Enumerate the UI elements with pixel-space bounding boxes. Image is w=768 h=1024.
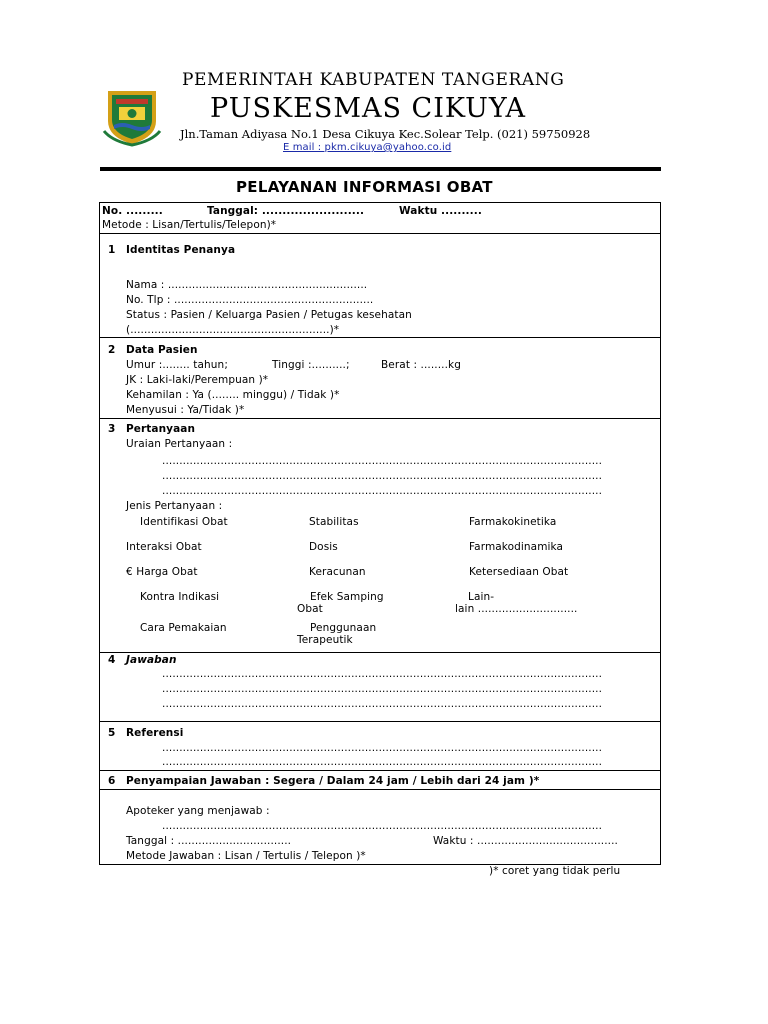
government-name: PEMERINTAH KABUPATEN TANGERANG	[182, 70, 565, 90]
address-line: Jln.Taman Adiyasa No.1 Desa Cikuya Kec.Solear Telp. (021) 59750928	[180, 127, 591, 141]
option-interaksi[interactable]: Interaksi Obat	[126, 541, 202, 553]
option-kontra-indikasi[interactable]: Kontra Indikasi	[140, 591, 220, 603]
option-ketersediaan[interactable]: Ketersediaan Obat	[469, 566, 569, 578]
age-field[interactable]: Umur :........ tahun;	[126, 359, 228, 371]
footnote: )* coret yang tidak perlu	[489, 865, 621, 877]
header-divider	[100, 167, 661, 171]
reference-line[interactable]: ................................................................................................................................	[162, 742, 603, 754]
answer-date-field[interactable]: Tanggal : .................................	[126, 835, 292, 847]
time-field[interactable]: Waktu ..........	[399, 205, 482, 217]
status-other-field[interactable]: (..........................................................)*	[126, 324, 340, 336]
section-heading: Identitas Penanya	[126, 244, 236, 256]
answer-line[interactable]: ................................................................................................................................	[162, 698, 603, 710]
option-cara-pemakaian[interactable]: Cara Pemakaian	[140, 622, 227, 634]
section-number: 2	[108, 344, 116, 356]
section-heading: Referensi	[126, 727, 184, 739]
option-farmakodinamika[interactable]: Farmakodinamika	[469, 541, 564, 553]
height-field[interactable]: Tinggi :..........;	[272, 359, 350, 371]
question-description-label: Uraian Pertanyaan :	[126, 438, 233, 450]
reference-line[interactable]: ................................................................................................................................	[162, 756, 603, 768]
question-line[interactable]: ................................................................................................................................	[162, 485, 603, 497]
answer-time-field[interactable]: Waktu : .........................................	[433, 835, 618, 847]
answer-line[interactable]: ................................................................................................................................	[162, 668, 603, 680]
regency-crest-icon	[102, 87, 162, 147]
question-type-label: Jenis Pertanyaan :	[126, 500, 223, 512]
option-farmakokinetika[interactable]: Farmakokinetika	[469, 516, 557, 528]
option-harga[interactable]: € Harga Obat	[126, 566, 198, 578]
question-line[interactable]: ................................................................................................................................	[162, 470, 603, 482]
row-divider	[99, 652, 661, 653]
phone-field[interactable]: No. Tlp : ..........................................................	[126, 294, 374, 306]
name-field[interactable]: Nama : ..........................................................	[126, 279, 368, 291]
status-field: Status : Pasien / Keluarga Pasien / Petugas kesehatan	[126, 309, 412, 321]
option-penggunaan[interactable]: Penggunaan	[310, 622, 377, 634]
section-heading: Jawaban	[126, 654, 177, 666]
section-number: 3	[108, 423, 116, 435]
row-divider	[99, 233, 661, 234]
section-heading: Data Pasien	[126, 344, 198, 356]
row-divider	[99, 770, 661, 771]
option-efek-samping[interactable]: Efek Samping	[310, 591, 384, 603]
pharmacist-line[interactable]: ................................................................................................................................	[162, 820, 603, 832]
section-heading: Penyampaian Jawaban : Segera / Dalam 24 jam / Lebih dari 24 jam )*	[126, 775, 540, 787]
email-link[interactable]: E mail : pkm.cikuya@yahoo.co.id	[283, 142, 452, 153]
option-lain[interactable]: Lain-	[468, 591, 495, 603]
option-keracunan[interactable]: Keracunan	[309, 566, 366, 578]
option-efek-samping-cont: Obat	[297, 603, 323, 615]
option-dosis[interactable]: Dosis	[309, 541, 338, 553]
section-number: 1	[108, 244, 116, 256]
section-heading: Pertanyaan	[126, 423, 196, 435]
row-divider	[99, 789, 661, 790]
section-number: 6	[108, 775, 116, 787]
pregnancy-field: Kehamilan : Ya (........ minggu) / Tidak )*	[126, 389, 340, 401]
page-title: PELAYANAN INFORMASI OBAT	[236, 178, 493, 196]
row-divider	[99, 337, 661, 338]
question-line[interactable]: ................................................................................................................................	[162, 455, 603, 467]
section-number: 5	[108, 727, 116, 739]
gender-field: JK : Laki-laki/Perempuan )*	[126, 374, 269, 386]
option-identifikasi[interactable]: Identifikasi Obat	[140, 516, 228, 528]
form-number-field[interactable]: No. .........	[102, 205, 163, 217]
date-field[interactable]: Tanggal: .........................	[207, 205, 365, 217]
request-method: Metode : Lisan/Tertulis/Telepon)*	[102, 219, 277, 231]
row-divider	[99, 418, 661, 419]
pharmacist-label: Apoteker yang menjawab :	[126, 805, 270, 817]
answer-line[interactable]: ................................................................................................................................	[162, 683, 603, 695]
row-divider	[99, 721, 661, 722]
answer-method-field: Metode Jawaban : Lisan / Tertulis / Telepon )*	[126, 850, 366, 862]
breastfeeding-field: Menyusui : Ya/Tidak )*	[126, 404, 245, 416]
weight-field[interactable]: Berat : ........kg	[381, 359, 461, 371]
option-stabilitas[interactable]: Stabilitas	[309, 516, 359, 528]
option-penggunaan-cont: Terapeutik	[297, 634, 353, 646]
section-number: 4	[108, 654, 116, 666]
institution-name: PUSKESMAS CIKUYA	[210, 93, 527, 124]
option-lain-field[interactable]: lain .............................	[455, 603, 578, 615]
